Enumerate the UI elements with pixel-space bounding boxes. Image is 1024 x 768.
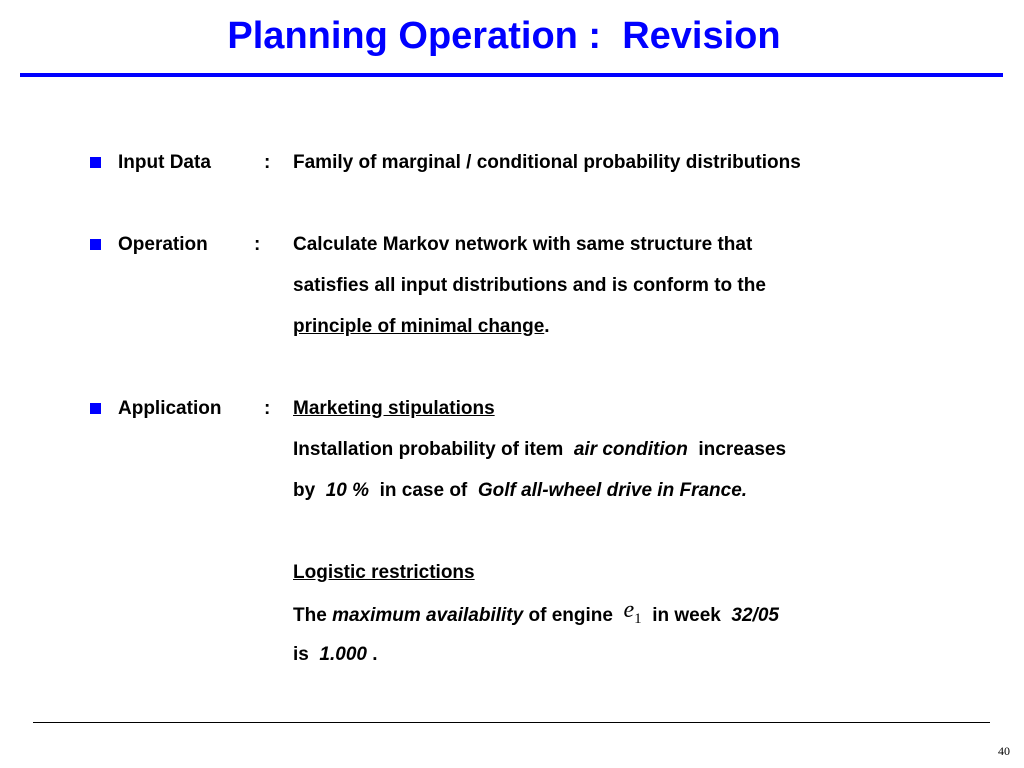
percentage: 10 % — [325, 480, 370, 501]
logistic-line-1 — [293, 597, 779, 629]
text: Installation probability of item — [293, 439, 574, 460]
item-label-application: Application — [118, 398, 222, 419]
item-name: air condition — [573, 439, 688, 460]
slide-title: Planning Operation : Revision — [227, 15, 781, 57]
text: increases — [687, 439, 787, 460]
emphasis: maximum availability — [332, 605, 524, 626]
marketing-heading: Marketing stipulations — [293, 398, 495, 419]
marketing-line-1 — [293, 438, 786, 462]
text: in week — [641, 605, 732, 626]
principle-link-text: principle of minimal change — [293, 316, 545, 337]
engine-symbol — [623, 597, 642, 627]
period: . — [544, 316, 550, 337]
text: is — [293, 644, 320, 665]
text: by — [293, 480, 326, 501]
engine-subscript: 1 — [634, 611, 642, 627]
logistic-heading: Logistic restrictions — [293, 562, 475, 583]
item-colon: : — [264, 398, 271, 419]
condition-text: Golf all-wheel drive in France. — [477, 480, 748, 501]
logistic-line-2 — [293, 643, 378, 667]
operation-line-3 — [293, 315, 550, 339]
availability-value: 1.000 — [319, 644, 367, 665]
item-colon: : — [264, 152, 271, 173]
page-number: 40 — [998, 744, 1010, 758]
item-label-input-data: Input Data — [118, 152, 211, 173]
square-bullet-icon — [90, 157, 101, 168]
operation-line-1: Calculate Markov network with same structure that — [293, 234, 753, 255]
item-label-operation: Operation — [118, 234, 208, 255]
text: The — [293, 605, 333, 626]
square-bullet-icon — [90, 239, 101, 250]
text: of engine — [523, 605, 624, 626]
item-colon: : — [254, 234, 261, 255]
title-divider — [20, 73, 1003, 77]
week-value: 32/05 — [731, 605, 779, 626]
footer-divider — [33, 722, 990, 723]
square-bullet-icon — [90, 403, 101, 414]
text: . — [366, 644, 378, 665]
input-data-description: Family of marginal / conditional probability distributions — [293, 152, 801, 173]
engine-letter: e — [623, 597, 635, 623]
operation-line-2: satisfies all input distributions and is conform to the — [293, 275, 766, 296]
text: in case of — [369, 480, 478, 501]
marketing-line-2 — [293, 479, 747, 503]
